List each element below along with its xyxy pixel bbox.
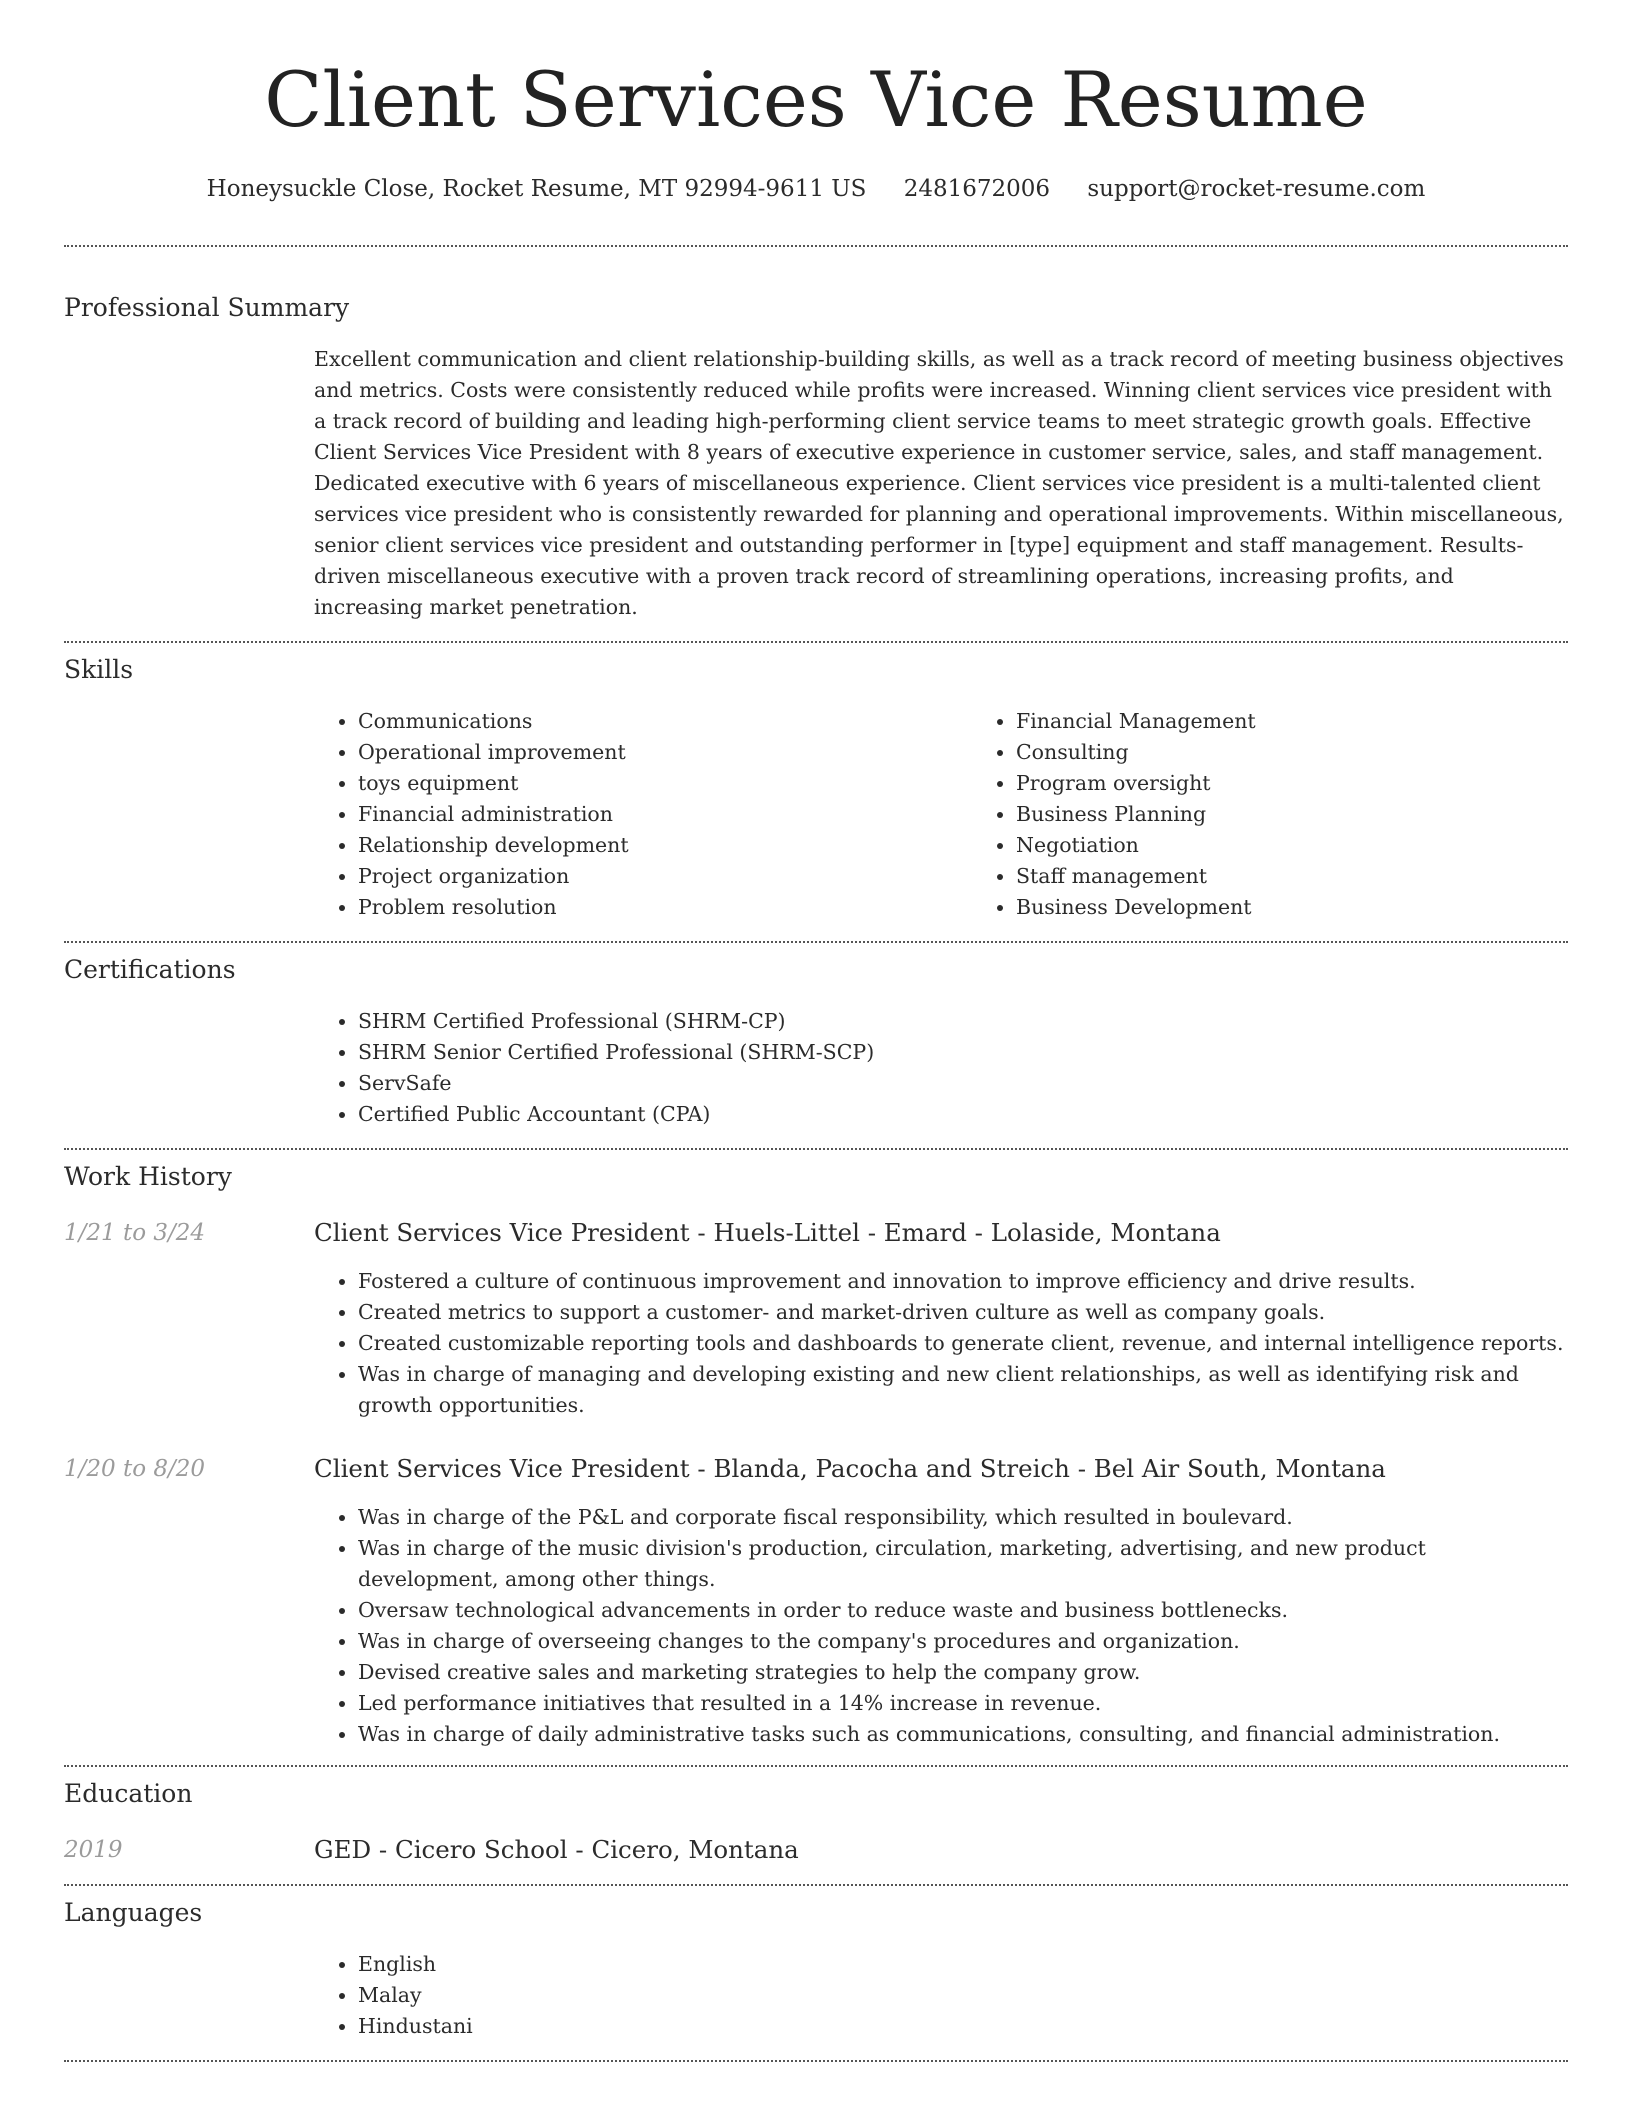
list-item: • Problem resolution (358, 892, 972, 923)
list-item: • Certified Public Accountant (CPA) (358, 1099, 1568, 1130)
list-item: • Created customizable reporting tools and dashboards to generate client, revenue, and internal intelligence reports. (358, 1328, 1568, 1359)
divider (64, 941, 1568, 943)
skills-column-right (972, 706, 1630, 923)
education-section (64, 1778, 1568, 1866)
list-item: • toys equipment (358, 768, 972, 799)
divider (64, 1148, 1568, 1150)
certifications-section (64, 954, 1568, 1130)
list-item: • SHRM Senior Certified Professional (SHRM-SCP) (358, 1037, 1568, 1068)
list-item: • Communications (358, 706, 972, 737)
job-bullets (314, 1502, 1568, 1750)
divider (64, 641, 1568, 643)
list-item: • Hindustani (358, 2011, 1568, 2042)
list-item: • Oversaw technological advancements in order to reduce waste and business bottlenecks. (358, 1595, 1568, 1626)
list-item: • SHRM Certified Professional (SHRM-CP) (358, 1006, 1568, 1037)
divider (64, 2060, 1568, 2062)
job-entry (64, 1453, 1568, 1750)
summary-text: Excellent communication and client relationship-building skills, as well as a track record of meeting business objectives and metrics. Costs were consistently reduced while profits were increased. Winning client services vice president with a track record of building and leading high-performing client service teams to meet strategic growth goals. Effective Client Services Vice President with 8 years of executive experience in customer service, sales, and staff management. Dedicated executive with 6 years of miscellaneous experience. Client services vice president is a multi-talented client services vice president who is consistently rewarded for planning and operational improvements. Within miscellaneous, senior client services vice president and outstanding performer in [type] equipment and staff management. Results-driven miscellaneous executive with a proven track record of streamlining operations, increasing profits, and increasing market penetration. (314, 347, 1564, 619)
list-item: • Business Planning (1016, 799, 1630, 830)
divider (64, 245, 1568, 247)
section-heading-work-history: Work History (64, 1162, 232, 1191)
list-item: • Created metrics to support a customer- and market-driven culture as well as company goals. (358, 1297, 1568, 1328)
list-item: • Staff management (1016, 861, 1630, 892)
list-item: • Was in charge of managing and developing existing and new client relationships, as well as identifying risk and growth opportunities. (358, 1359, 1568, 1421)
list-item: • Financial Management (1016, 706, 1630, 737)
section-heading-skills: Skills (64, 655, 134, 684)
list-item: • Devised creative sales and marketing strategies to help the company grow. (358, 1657, 1568, 1688)
list-item: • Operational improvement (358, 737, 972, 768)
list-item: • Led performance initiatives that resulted in a 14% increase in revenue. (358, 1688, 1568, 1719)
list-item: • Was in charge of overseeing changes to the company's procedures and organization. (358, 1626, 1568, 1657)
list-item: • Fostered a culture of continuous improvement and innovation to improve efficiency and drive results. (358, 1266, 1568, 1297)
section-heading-certifications: Certifications (64, 955, 236, 984)
languages-list (314, 1949, 1568, 2042)
skills-list (314, 706, 1630, 923)
list-item: • Negotiation (1016, 830, 1630, 861)
list-item: • Project organization (358, 861, 972, 892)
list-item: • Was in charge of the music division's production, circulation, marketing, advertising, and new product development, among other things. (358, 1533, 1568, 1595)
skills-section (64, 654, 1568, 923)
job-dates: 1/20 to 8/20 (64, 1456, 206, 1482)
job-entry (64, 1217, 1568, 1421)
list-item: • ServSafe (358, 1068, 1568, 1099)
list-item: • Relationship development (358, 830, 972, 861)
summary-section (64, 292, 1568, 623)
divider (64, 1884, 1568, 1886)
contact-phone: 2481672006 (903, 176, 1051, 202)
job-bullets (314, 1266, 1568, 1421)
list-item: • Malay (358, 1980, 1568, 2011)
divider (64, 1765, 1568, 1767)
job-dates: 1/21 to 3/24 (64, 1220, 206, 1246)
contact-address: Honeysuckle Close, Rocket Resume, MT 92994-9611 US (206, 176, 867, 202)
list-item: • Was in charge of the P&L and corporate fiscal responsibility, which resulted in boulevard. (358, 1502, 1568, 1533)
education-entry: GED - Cicero School - Cicero, Montana (314, 1835, 799, 1864)
list-item: • Financial administration (358, 799, 972, 830)
certifications-list (314, 1006, 1568, 1130)
resume-page (64, 0, 1568, 2062)
work-history-section (64, 1161, 1568, 1750)
list-item: • English (358, 1949, 1568, 1980)
languages-section (64, 1897, 1568, 2042)
list-item: • Consulting (1016, 737, 1630, 768)
list-item: • Was in charge of daily administrative tasks such as communications, consulting, and financial administration. (358, 1719, 1568, 1750)
education-year: 2019 (64, 1837, 123, 1863)
section-heading-languages: Languages (64, 1898, 203, 1927)
job-title: Client Services Vice President - Huels-Littel - Emard - Lolaside, Montana (314, 1218, 1221, 1247)
job-title: Client Services Vice President - Blanda, Pacocha and Streich - Bel Air South, Montana (314, 1454, 1386, 1483)
contact-line (64, 174, 1568, 204)
contact-email: support@rocket-resume.com (1087, 176, 1426, 202)
skills-column-left (314, 706, 972, 923)
list-item: • Business Development (1016, 892, 1630, 923)
resume-title: Client Services Vice Resume (264, 55, 1368, 144)
section-heading-summary: Professional Summary (64, 293, 350, 322)
section-heading-education: Education (64, 1779, 193, 1808)
list-item: • Program oversight (1016, 768, 1630, 799)
